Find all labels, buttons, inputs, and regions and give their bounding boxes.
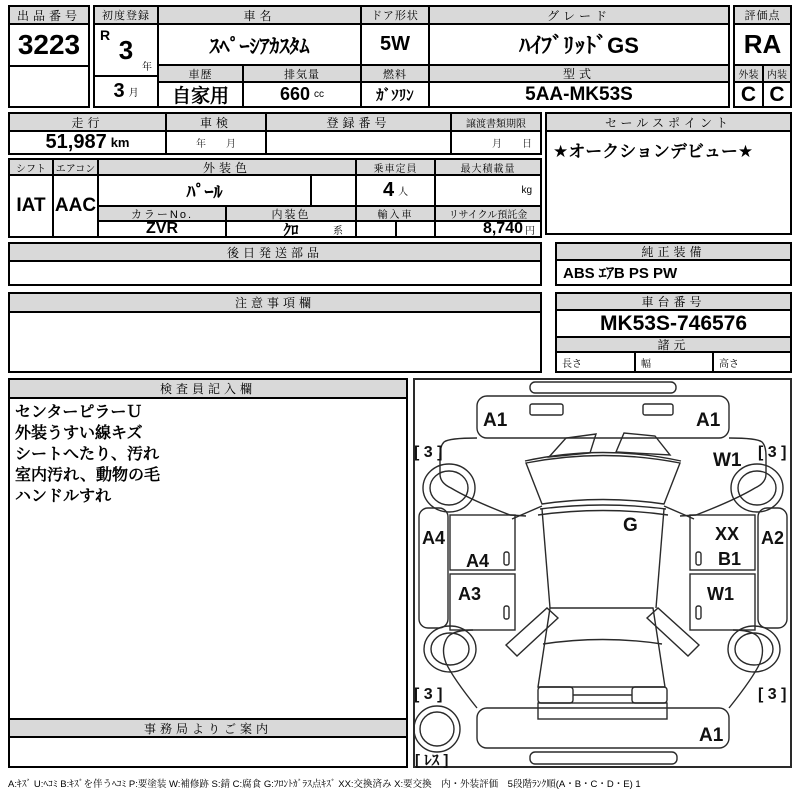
rear-wheels-shape — [424, 626, 780, 672]
auction-number-header: 出品番号 — [8, 5, 90, 25]
damage-label-front-right-door-top: XX — [715, 524, 740, 544]
first-registration-year: 3 — [118, 34, 134, 65]
tire-depth-front-left: [ 3 ] — [414, 444, 443, 461]
car-diagram-svg — [413, 378, 792, 768]
month-unit: 月 — [128, 88, 139, 99]
chassis-number-value: MK53S-746576 — [555, 309, 792, 338]
front-bumper-shape — [477, 382, 729, 438]
car-damage-diagram — [413, 378, 792, 768]
doors-shape — [450, 515, 755, 630]
mileage-unit: km — [110, 135, 130, 150]
displacement-header: 排気量 — [242, 64, 362, 83]
auction-number-empty-box — [8, 65, 90, 108]
damage-label-left-sill: A4 — [422, 528, 446, 548]
cautions-body — [8, 311, 542, 373]
model-code-value: 5AA-MK53S — [428, 81, 730, 108]
first-registration-month: 3 — [113, 80, 125, 102]
fuel-value: ｶﾞｿﾘﾝ — [360, 81, 430, 108]
damage-label-windshield: G — [623, 515, 638, 536]
cautions-header: 注意事項欄 — [8, 292, 542, 313]
year-unit: 年 — [142, 62, 152, 73]
spec-height-label: 高さ — [712, 351, 792, 373]
displacement-value-cell — [242, 81, 362, 108]
tire-depth-front-right: [ 3 ] — [758, 444, 787, 461]
import-car-cell-b — [395, 220, 436, 238]
capacity-unit: 人 — [398, 187, 409, 198]
transfer-deadline-header: 譲渡書類期限 — [450, 112, 542, 132]
max-load-unit: kg — [434, 174, 542, 207]
max-load-header: 最大積載量 — [434, 158, 542, 176]
inspector-note-line: シートへたり、汚れ — [15, 446, 160, 464]
color-no-header: カラーNo. — [97, 205, 227, 222]
grade-header: グレード — [428, 5, 730, 25]
oem-equipment-value: ABS ｴｱB PS PW — [555, 259, 792, 286]
shaken-hint: 年 月 — [165, 130, 267, 155]
interior-color-suffix: 系 — [333, 225, 343, 237]
car-name-value: ｽﾍﾟｰｼｱｶｽﾀﾑ — [157, 23, 362, 66]
recycle-deposit-header: リサイクル預託金 — [434, 205, 542, 222]
first-registration-month-cell — [93, 75, 159, 108]
color-no-value: ZVR — [97, 220, 227, 238]
aircon-header: エアコン — [52, 158, 99, 176]
recycle-deposit-value: 8,740 — [482, 220, 523, 237]
score-value: RA — [733, 23, 792, 66]
shaken-header: 車検 — [165, 112, 267, 132]
specs-header: 諸元 — [555, 336, 792, 353]
aircon-value: AAC — [52, 174, 99, 238]
spec-length-label: 長さ — [555, 351, 636, 373]
fuel-header: 燃料 — [360, 64, 430, 83]
inspector-note-line: 室内汚れ、動物の毛 — [15, 467, 160, 485]
capacity-value: 4 — [382, 179, 395, 201]
mileage-value: 51,987 — [45, 131, 107, 153]
oem-equipment-header: 純正装備 — [555, 242, 792, 261]
sales-point-value: ★オークションデビュー★ — [545, 130, 792, 235]
exterior-score-value: C — [733, 81, 764, 108]
damage-label-rear-right-door: W1 — [707, 584, 734, 604]
damage-label-front-bumper-right: A1 — [696, 410, 721, 431]
windshield-shape — [525, 433, 681, 515]
damage-label-front-right-fender: W1 — [713, 450, 742, 471]
capacity-header: 乗車定員 — [355, 158, 436, 176]
inspector-notes-body — [8, 397, 408, 720]
import-car-header: 輸入車 — [355, 205, 436, 222]
shift-header: シフト — [8, 158, 54, 176]
inspector-note-line: ハンドルすれ — [15, 488, 112, 506]
model-code-header: 型式 — [428, 64, 730, 83]
import-car-cell-a — [355, 220, 397, 238]
exterior-color-sub-cell — [310, 174, 357, 207]
registration-number-header: 登録番号 — [265, 112, 452, 132]
mileage-value-cell — [8, 130, 167, 155]
displacement-value: 660 — [279, 84, 311, 104]
spare-tire-shape — [414, 706, 460, 752]
office-notice-header: 事務局よりご案内 — [8, 718, 408, 738]
door-shape-header: ドア形状 — [360, 5, 430, 25]
recycle-deposit-unit: 円 — [525, 225, 535, 237]
shift-value: IAT — [8, 174, 54, 238]
spec-width-label: 幅 — [634, 351, 714, 373]
first-registration-header: 初度登録 — [93, 5, 159, 25]
tire-depth-rear-left: [ 3 ] — [414, 686, 443, 703]
spare-tire-label: [ ﾚｽ ] — [415, 752, 449, 768]
auction-number-value: 3223 — [8, 23, 90, 67]
mileage-header: 走行 — [8, 112, 167, 132]
later-shipped-parts-header: 後日発送部品 — [8, 242, 542, 262]
car-history-value: 自家用 — [157, 81, 244, 108]
damage-label-rear-left-door: A3 — [458, 584, 482, 604]
damage-label-rear-bumper: A1 — [699, 725, 724, 746]
grade-value: ﾊｲﾌﾞﾘｯﾄﾞGS — [428, 23, 730, 66]
sales-point-header: セールスポイント — [545, 112, 792, 132]
interior-color-cell — [225, 220, 357, 238]
car-history-header: 車歴 — [157, 64, 244, 83]
exterior-color-value: ﾊﾟｰﾙ — [97, 174, 312, 207]
interior-color-value: ｸﾛ — [283, 221, 299, 238]
damage-label-front-right-door-bottom: B1 — [718, 549, 742, 569]
exterior-color-header: 外装色 — [97, 158, 357, 176]
inspector-note-line: センターピラーＵ — [15, 404, 143, 421]
damage-label-right-sill: A2 — [761, 528, 785, 548]
damage-code-legend: A:ｷｽﾞ U:ﾍｺﾐ B:ｷｽﾞを伴うﾍｺﾐ P:要塗装 W:補修跡 S:錆 C:腐食 G:ﾌﾛﾝﾄｶﾞﾗｽ点ｷｽﾞ XX:交換済み X:要交換 内・外装評価 5段階ﾗﾝｸ順(A・B・C・D・E) 1 — [8, 779, 641, 790]
transfer-deadline-hint: 月 日 — [450, 130, 542, 155]
era-mark: R — [100, 27, 111, 43]
interior-color-header: 内装色 — [225, 205, 357, 222]
diagram-border — [414, 379, 791, 767]
first-registration-year-cell — [93, 23, 159, 77]
chassis-number-header: 車台番号 — [555, 292, 792, 311]
damage-label-front-left-door: A4 — [466, 551, 490, 571]
displacement-unit: cc — [314, 89, 325, 100]
interior-score-value: C — [762, 81, 792, 108]
later-shipped-parts-body — [8, 260, 542, 286]
interior-score-header: 内装 — [762, 64, 792, 83]
tire-depth-rear-right: [ 3 ] — [758, 686, 787, 703]
car-name-header: 車名 — [157, 5, 362, 25]
score-header: 評価点 — [733, 5, 792, 25]
exterior-score-header: 外装 — [733, 64, 764, 83]
door-shape-value: 5W — [360, 23, 430, 66]
capacity-cell — [355, 174, 436, 207]
damage-label-front-bumper-left: A1 — [483, 410, 508, 431]
inspector-notes-header: 検査員記入欄 — [8, 378, 408, 399]
recycle-deposit-cell — [434, 220, 542, 238]
registration-number-value — [265, 130, 452, 155]
inspector-note-line: 外装うすい線キズ — [15, 425, 143, 443]
office-notice-body — [8, 736, 408, 768]
rear-bumper-shape — [477, 687, 729, 764]
